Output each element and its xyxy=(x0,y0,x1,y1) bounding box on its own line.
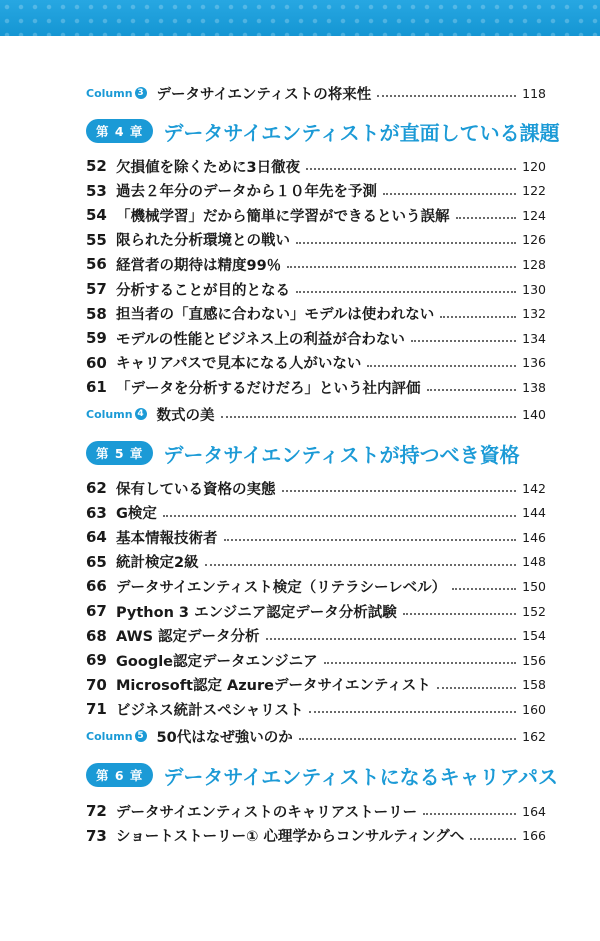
page-number: 154 xyxy=(522,628,546,644)
dot-leader xyxy=(452,588,516,590)
dot-leader xyxy=(383,193,516,195)
dot-leader xyxy=(287,266,516,268)
item-number: 62 xyxy=(86,479,107,497)
item-number: 66 xyxy=(86,577,107,596)
item-number: 65 xyxy=(86,552,107,571)
dot-leader xyxy=(456,217,517,219)
toc-item[interactable] xyxy=(86,623,546,649)
column-tag xyxy=(86,730,147,743)
toc-item[interactable] xyxy=(86,573,546,599)
page-number: 166 xyxy=(522,828,546,844)
item-title: 「機械学習」だから簡単に学習ができるという誤解 xyxy=(116,208,450,225)
dot-leader xyxy=(266,638,517,640)
item-title: 担当者の「直感に合わない」モデルは使われない xyxy=(116,307,435,324)
chapter-title: データサイエンティストが持つべき資格 xyxy=(163,442,520,467)
item-number: 59 xyxy=(86,329,107,348)
toc-item[interactable] xyxy=(86,524,546,550)
item-number: 58 xyxy=(86,304,107,323)
toc-item[interactable] xyxy=(86,153,546,179)
dot-pattern xyxy=(0,0,600,36)
toc-item[interactable] xyxy=(86,178,546,204)
item-number: 63 xyxy=(86,503,107,522)
toc-item[interactable] xyxy=(86,350,546,376)
dot-leader xyxy=(296,242,516,244)
item-title: ショートストーリー① 心理学からコンサルティングへ xyxy=(116,829,465,846)
entry-title: 50代はなぜ強いのか xyxy=(156,729,293,746)
toc-item[interactable] xyxy=(86,500,546,526)
column-number: 5 xyxy=(135,730,147,742)
dot-leader xyxy=(205,564,517,566)
toc-item[interactable] xyxy=(86,325,546,351)
chapter-heading[interactable] xyxy=(86,758,558,792)
toc-item[interactable] xyxy=(86,672,546,698)
dot-leader xyxy=(296,291,516,293)
toc-item[interactable] xyxy=(86,696,546,722)
item-number: 71 xyxy=(86,700,107,719)
item-title: 分析することが目的となる xyxy=(116,282,290,299)
page-number: 152 xyxy=(522,603,546,619)
item-number: 53 xyxy=(86,181,107,200)
item-title: ビジネス統計スペシャリスト xyxy=(116,702,304,719)
column-label: Column xyxy=(86,86,133,100)
item-number: 54 xyxy=(86,206,107,225)
item-number: 73 xyxy=(86,826,107,845)
item-title: 統計検定2級 xyxy=(116,555,199,572)
toc-item[interactable] xyxy=(86,301,546,327)
page-number: 128 xyxy=(522,256,546,272)
dot-leader xyxy=(163,515,516,517)
chapter-title: データサイエンティストになるキャリアパス xyxy=(163,764,559,789)
entry-title: データサイエンティストの将来性 xyxy=(156,86,372,103)
dot-leader xyxy=(440,316,516,318)
toc-item[interactable] xyxy=(86,549,546,575)
item-title: データサイエンティストのキャリアストーリー xyxy=(116,804,418,821)
item-title: 基本情報技術者 xyxy=(116,530,218,547)
page-number: 142 xyxy=(522,480,546,496)
toc-item[interactable] xyxy=(86,276,546,302)
item-number: 56 xyxy=(86,255,107,274)
item-number: 64 xyxy=(86,528,107,547)
item-title: データサイエンティスト検定（リテラシーレベル） xyxy=(116,579,447,596)
chapter-heading[interactable] xyxy=(86,436,520,470)
page-number: 120 xyxy=(522,158,546,174)
toc-column-entry[interactable] xyxy=(86,401,546,427)
column-tag xyxy=(86,408,147,421)
toc-item[interactable] xyxy=(86,475,546,501)
page-number: 122 xyxy=(522,183,546,199)
item-number: 72 xyxy=(86,802,107,820)
item-title: 過去２年分のデータから１０年先を予測 xyxy=(116,184,377,201)
toc-item[interactable] xyxy=(86,798,546,824)
page-number: 140 xyxy=(522,406,546,422)
toc-item[interactable] xyxy=(86,374,546,400)
dot-leader xyxy=(367,365,516,367)
page-number: 162 xyxy=(522,728,546,744)
item-title: Google認定データエンジニア xyxy=(116,653,318,670)
page-number: 158 xyxy=(522,677,546,693)
page-number: 130 xyxy=(522,281,546,297)
item-title: G検定 xyxy=(116,506,157,523)
item-number: 69 xyxy=(86,651,107,670)
item-title: 保有している資格の実態 xyxy=(116,481,276,498)
page-number: 118 xyxy=(522,85,546,101)
item-number: 61 xyxy=(86,378,107,397)
page-number: 136 xyxy=(522,355,546,371)
page-number: 148 xyxy=(522,554,546,570)
toc-item[interactable] xyxy=(86,647,546,673)
item-number: 68 xyxy=(86,626,107,645)
item-title: 経営者の期待は精度99％ xyxy=(116,257,282,274)
item-title: 限られた分析環境との戦い xyxy=(116,233,290,250)
item-number: 55 xyxy=(86,230,107,249)
page-number: 150 xyxy=(522,578,546,594)
item-title: 欠損値を除くために3日徹夜 xyxy=(116,159,301,176)
page-number: 144 xyxy=(522,505,546,521)
page-number: 160 xyxy=(522,701,546,717)
item-number: 57 xyxy=(86,280,107,298)
dot-leader xyxy=(411,340,516,342)
dot-leader xyxy=(309,711,516,713)
column-number: 4 xyxy=(135,408,147,420)
item-title: Python 3 エンジニア認定データ分析試験 xyxy=(116,604,397,621)
dot-leader xyxy=(427,389,517,391)
dot-leader xyxy=(437,687,516,689)
toc-item[interactable] xyxy=(86,202,546,228)
toc-column-entry[interactable] xyxy=(86,80,546,106)
item-title: Microsoft認定 Azureデータサイエンティスト xyxy=(116,678,431,695)
column-label: Column xyxy=(86,729,133,743)
item-number: 70 xyxy=(86,675,107,694)
item-title: 「データを分析するだけだろ」という社内評価 xyxy=(116,380,421,397)
chapter-badge: 第 4 章 xyxy=(86,119,153,143)
item-number: 52 xyxy=(86,157,107,175)
toc-item[interactable] xyxy=(86,251,546,277)
column-tag xyxy=(86,87,147,100)
toc-item[interactable] xyxy=(86,227,546,253)
column-number: 3 xyxy=(135,87,147,99)
item-title: キャリアパスで見本になる人がいない xyxy=(116,356,362,373)
entry-title: 数式の美 xyxy=(156,407,215,424)
dot-leader xyxy=(324,662,516,664)
page-number: 164 xyxy=(522,803,546,819)
dot-leader xyxy=(221,416,517,418)
dot-leader xyxy=(377,95,516,97)
dot-leader xyxy=(423,813,516,815)
dot-leader xyxy=(470,838,516,840)
chapter-badge: 第 6 章 xyxy=(86,763,153,787)
item-number: 67 xyxy=(86,602,107,620)
chapter-title: データサイエンティストが直面している課題 xyxy=(163,120,560,145)
chapter-badge: 第 5 章 xyxy=(86,441,153,465)
column-label: Column xyxy=(86,407,133,421)
item-number: 60 xyxy=(86,353,107,372)
chapter-heading[interactable] xyxy=(86,114,560,148)
page-number: 156 xyxy=(522,652,546,668)
dot-leader xyxy=(403,613,516,615)
toc-column-entry[interactable] xyxy=(86,723,546,749)
item-title: AWS 認定データ分析 xyxy=(116,629,260,646)
item-title: モデルの性能とビジネス上の利益が合わない xyxy=(116,331,405,348)
toc-item[interactable] xyxy=(86,823,546,849)
page-number: 124 xyxy=(522,207,546,223)
dot-leader xyxy=(306,168,516,170)
page-number: 146 xyxy=(522,529,546,545)
page-number: 138 xyxy=(522,379,546,395)
page-number: 126 xyxy=(522,232,546,248)
page-number: 132 xyxy=(522,306,546,322)
dot-leader xyxy=(299,738,516,740)
dot-leader xyxy=(282,490,517,492)
top-banner xyxy=(0,0,600,36)
toc-item[interactable] xyxy=(86,598,546,624)
page-number: 134 xyxy=(522,330,546,346)
dot-leader xyxy=(224,539,517,541)
